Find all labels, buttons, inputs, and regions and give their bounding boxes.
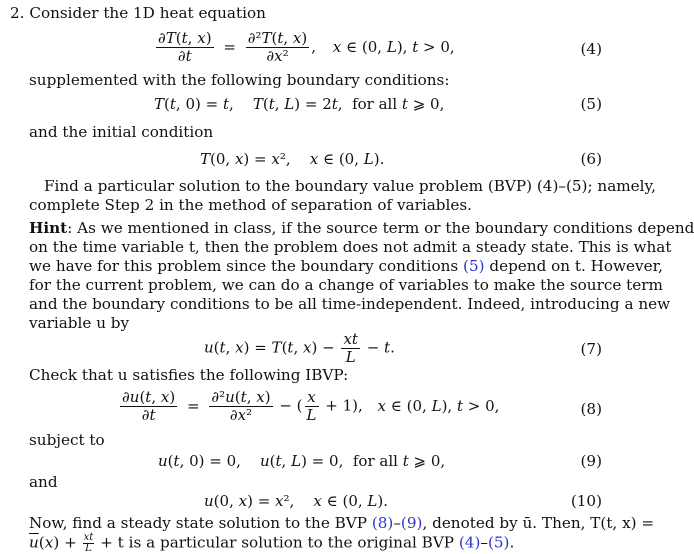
hint-line-4: for the current problem, we can do a change of variables to make the source term (29, 276, 663, 294)
hint-line-1-text: : As we mentioned in class, if the source term or the boundary conditions depend (67, 219, 694, 237)
task-line-1: Find a particular solution to the boundary value problem (BVP) (4)–(5); namely, (44, 177, 656, 195)
equation-4: $\frac{\partial T(t, x)}{\partial t}$ = $\frac{\text{∂²T(t, x)}}{\text{∂x²}}$ , x ∈ (0, L), t > 0, (158, 29, 455, 65)
final-line-2a: + t is a particular solution to the original BVP (100, 533, 455, 552)
equation-10: u(0, x) = x², x ∈ (0, L). (204, 492, 389, 510)
equation-6: T(0, x) = x², x ∈ (0, L). (200, 150, 385, 168)
task-line-2: complete Step 2 in the method of separation of variables. (29, 196, 472, 214)
xt-over-L: $\frac{xt}{L}$ (83, 532, 94, 554)
final-line-1 (29, 514, 654, 533)
equation-7: u(t, x) = T(t, x) − $\frac{xt}{L}$ − t. (204, 330, 395, 366)
equation-number-7: (7) (580, 340, 602, 358)
final-dash-1: – (393, 514, 401, 532)
hint-line-5: and the boundary conditions to be all time-independent. Indeed, introducing a new (29, 295, 671, 313)
hint-label: Hint (29, 219, 68, 237)
hint-line-1 (29, 219, 694, 238)
problem-intro: Consider the 1D heat equation (29, 4, 266, 22)
hint-line-3 (29, 257, 663, 276)
equation-number-4: (4) (580, 40, 602, 58)
equation-number-5: (5) (580, 95, 602, 113)
equation-8: $\frac{\partial u(t, x)}{\partial t}$ = $\frac{\text{∂²u(t, x)}}{\text{∂x²}}$ − ( $\frac{x}{L}$ + 1), x ∈ (0, L), t > 0, (122, 388, 500, 424)
ref-eq-4[interactable]: (4) (458, 533, 481, 552)
equation-number-8: (8) (580, 400, 602, 418)
problem-number: 2. (10, 4, 25, 22)
u-bar-x: $\overline{u}$ (29, 533, 39, 552)
hint-line-2: on the time variable t, then the problem does not admit a steady state. This is what (29, 238, 672, 256)
equation-5: T(t, 0) = t, T(t, L) = 2t, for all t ⩾ 0, (154, 95, 445, 113)
equation-number-10: (10) (570, 492, 602, 510)
hint-line-3a: we have for this problem since the boundary conditions (29, 257, 459, 275)
ref-eq-9[interactable]: (9) (400, 514, 423, 532)
hint-line-3b: depend on t. However, (489, 257, 663, 275)
ref-eq-8[interactable]: (8) (371, 514, 394, 532)
and-text: and (29, 473, 58, 491)
hint-line-6: variable u by (29, 314, 130, 332)
equation-9: u(t, 0) = 0, u(t, L) = 0, for all t ⩾ 0, (158, 452, 446, 470)
ref-eq-5[interactable]: (5) (463, 257, 485, 275)
final-line-1a: Now, find a steady state solution to the BVP (29, 514, 367, 532)
final-line-2-end: . (509, 533, 515, 552)
ref-eq-5b[interactable]: (5) (487, 533, 510, 552)
initial-condition-text: and the initial condition (29, 123, 214, 141)
equation-number-6: (6) (580, 150, 602, 168)
final-dash-2: – (480, 533, 488, 552)
supplemented-text: supplemented with the following boundary conditions: (29, 71, 450, 89)
equation-number-9: (9) (580, 452, 602, 470)
subject-to-text: subject to (29, 431, 105, 449)
problem-intro-line (10, 4, 266, 23)
check-text: Check that u satisfies the following IBVP: (29, 366, 349, 384)
final-line-2: $\overline{u}(x)$ + $\frac{xt}{L}$ + t is a particular solution to the original BVP (4)–(5). (29, 532, 515, 554)
final-line-1b: , denoted by ū. Then, T(t, x) = (422, 514, 655, 532)
